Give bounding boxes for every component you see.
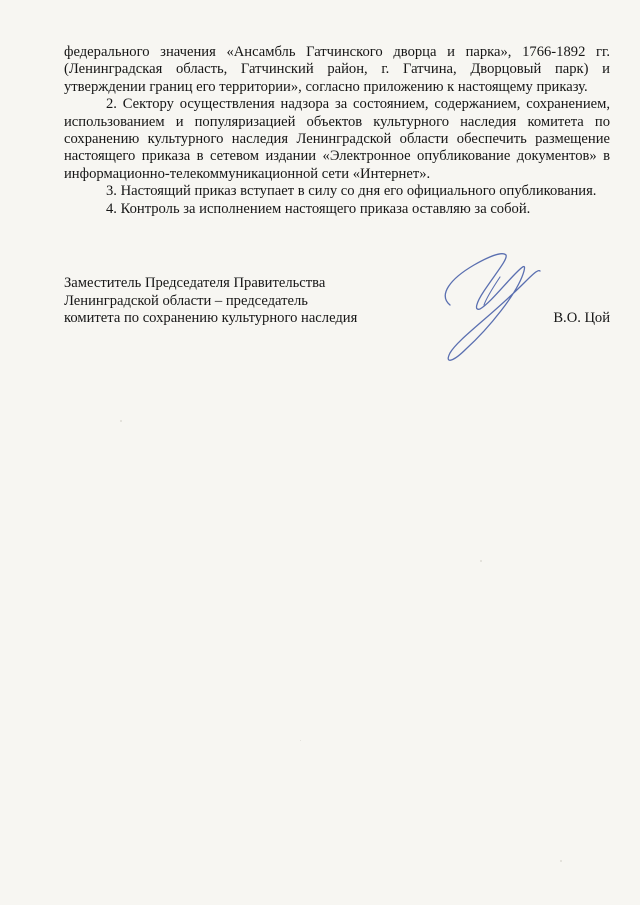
paragraph-continuation: федерального значения «Ансамбль Гатчинского дворца и парка», 1766-1892 гг. (Ленинградская область, Гатчинский район, г. Гатчина, Дворцовый парк) и утверждении границ его территории», согласно приложению к настоящему приказу. [64, 44, 610, 95]
signatory-title-line-2: Ленинградской области – председатель [64, 292, 308, 309]
scan-speck [300, 740, 301, 741]
paragraph-item-2: 2. Сектору осуществления надзора за состоянием, содержанием, сохранением, использованием и популяризацией объектов культурного наследия комитета по сохранению культурного наследия Ленинградской области обеспечить размещение настоящего приказа в сетевом издании «Электронное опубликование документов» в информационно-телекоммуникационной сети «Интернет». [64, 96, 610, 182]
scan-speck [560, 860, 562, 862]
paragraph-item-4: 4. Контроль за исполнением настоящего приказа оставляю за собой. [106, 200, 531, 217]
scan-speck [120, 420, 122, 422]
signatory-title-line-3: комитета по сохранению культурного наследия [64, 310, 358, 327]
document-body [64, 44, 610, 218]
handwritten-signature [428, 243, 548, 373]
paragraph-item-3: 3. Настоящий приказ вступает в силу со дня его официального опубликования. [106, 183, 597, 200]
signatory-title-line-1: Заместитель Председателя Правительства [64, 275, 326, 291]
scan-speck [480, 560, 482, 562]
signatory-name: В.О. Цой [553, 310, 610, 326]
